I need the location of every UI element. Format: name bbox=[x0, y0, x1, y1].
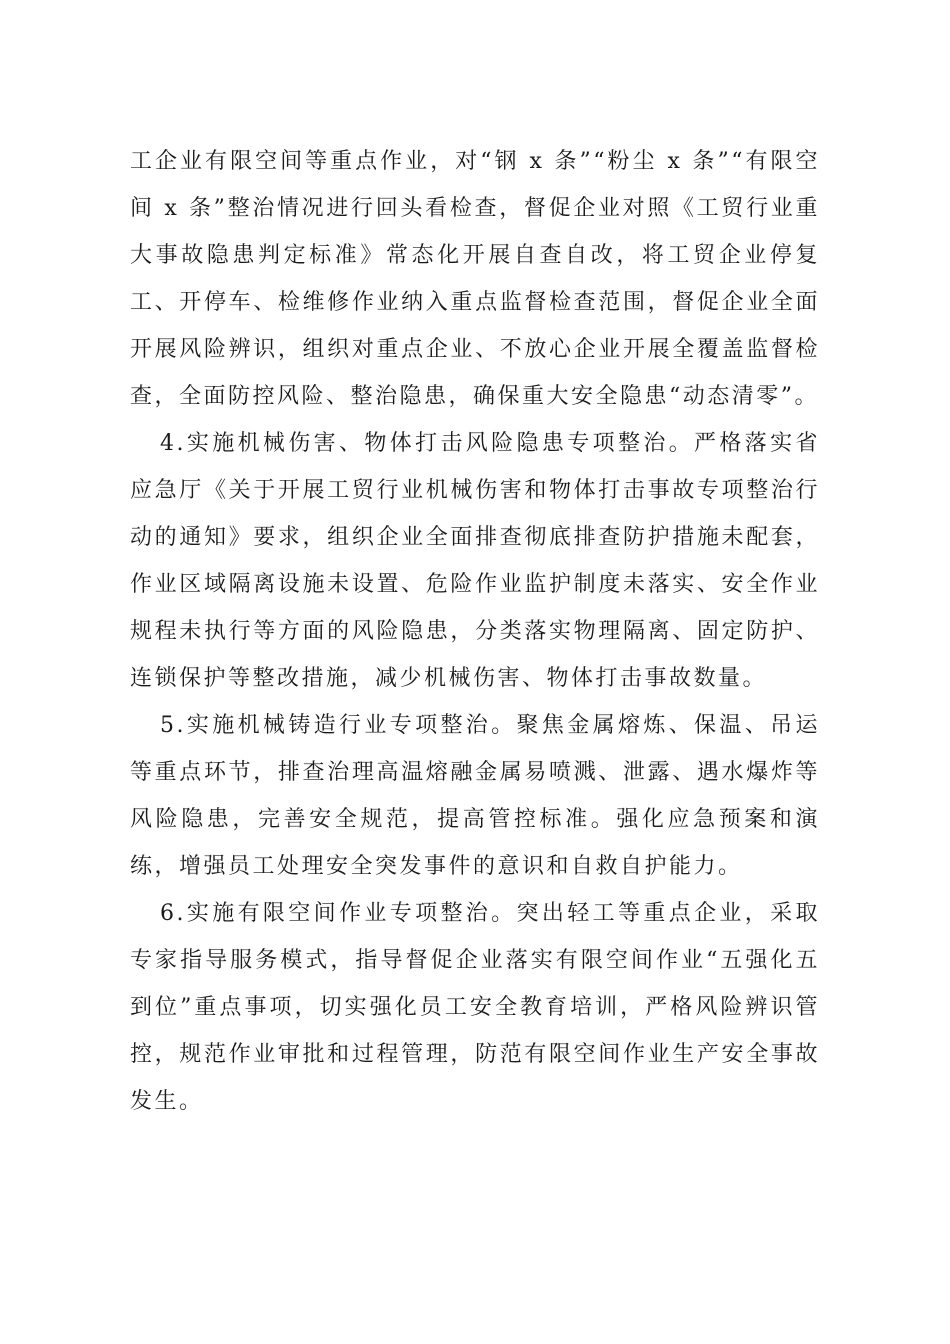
paragraph-item-5: 5.实施机械铸造行业专项整治。聚焦金属熔炼、保温、吊运等重点环节，排查治理高温熔融金属易喷溅、泄露、遇水爆炸等风险隐患，完善安全规范，提高管控标准。强化应急预案和演练，增强员工处理安全突发事件的意识和自救自护能力。 bbox=[130, 713, 820, 879]
paragraph-item-6: 6.实施有限空间作业专项整治。突出轻工等重点企业，采取专家指导服务模式，指导督促企业落实有限空间作业“五强化五到位”重点事项，切实强化员工安全教育培训，严格风险辨识管控，规范作业审批和过程管理，防范有限空间作业生产安全事故发生。 bbox=[130, 901, 820, 1114]
paragraph-item-4: 4.实施机械伤害、物体打击风险隐患专项整治。严格落实省应急厅《关于开展工贸行业机械伤害和物体打击事故专项整治行动的通知》要求，组织企业全面排查彻底排查防护措施未配套，作业区域隔离设施未设置、危险作业监护制度未落实、安全作业规程未执行等方面的风险隐患，分类落实物理隔离、固定防护、连锁保护等整改措施，减少机械伤害、物体打击事故数量。 bbox=[130, 431, 820, 691]
paragraph-continuation: 工企业有限空间等重点作业，对“钢 x 条”“粉尘 x 条”“有限空间 x 条”整治情况进行回头看检查，督促企业对照《工贸行业重大事故隐患判定标准》常态化开展自查自改，将工贸企业停复工、开停车、检维修作业纳入重点监督检查范围，督促企业全面开展风险辨识，组织对重点企业、不放心企业开展全覆盖监督检查，全面防控风险、整治隐患，确保重大安全隐患“动态清零”。 bbox=[130, 149, 820, 409]
document-body bbox=[130, 138, 820, 1125]
